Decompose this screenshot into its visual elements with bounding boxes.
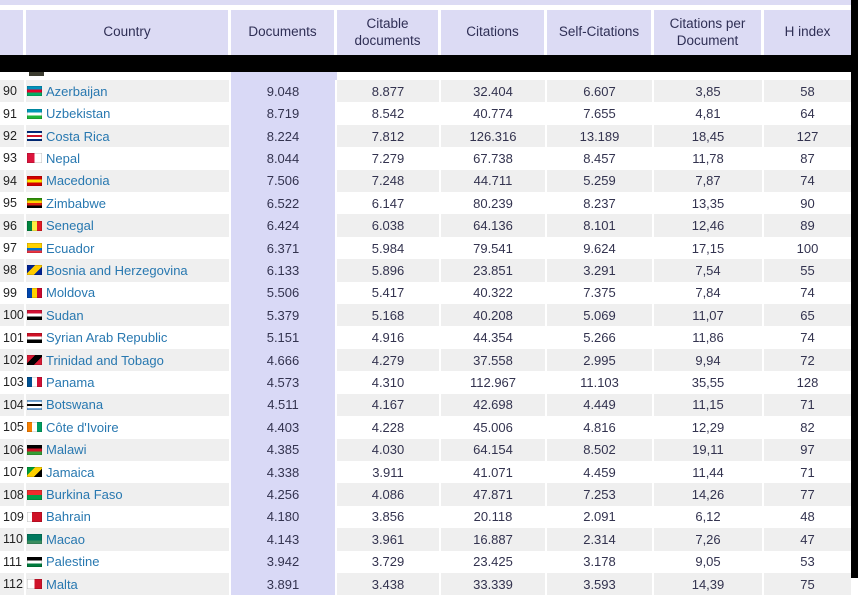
country-cell: [26, 371, 231, 393]
citations-cell: 44.354: [441, 326, 547, 348]
country-rank-table: [0, 10, 851, 595]
documents-cell: 3.891: [231, 573, 337, 595]
citations-cell: 20.118: [441, 506, 547, 528]
citations-per-document-cell: 12,46: [654, 214, 764, 236]
country-flag-icon: [27, 377, 42, 387]
country-cell: [26, 416, 231, 438]
country-link[interactable]: Moldova: [46, 285, 96, 301]
rank-cell: 105: [0, 416, 26, 438]
citable-documents-cell: 5.896: [337, 259, 441, 281]
country-cell: [26, 349, 231, 371]
citations-per-document-cell: 12,29: [654, 416, 764, 438]
citations-per-document-cell: 7,26: [654, 528, 764, 550]
table-row: [0, 394, 851, 416]
citations-per-document-cell: 11,44: [654, 461, 764, 483]
country-link[interactable]: Bahrain: [46, 509, 91, 525]
rank-cell: 93: [0, 147, 26, 169]
documents-cell: 4.385: [231, 439, 337, 461]
citations-cell: 32.404: [441, 80, 547, 102]
citations-per-document-cell: 4,81: [654, 102, 764, 124]
citable-documents-cell: 6.038: [337, 214, 441, 236]
documents-cell: 6.133: [231, 259, 337, 281]
documents-cell: 4.403: [231, 416, 337, 438]
table-row: [0, 551, 851, 573]
country-cell: [26, 102, 231, 124]
country-flag-icon: [27, 534, 42, 544]
self-citations-cell: 7.655: [547, 102, 654, 124]
citations-cell: 112.967: [441, 371, 547, 393]
documents-cell: 4.511: [231, 394, 337, 416]
country-link[interactable]: Nepal: [46, 150, 80, 166]
table-row: [0, 349, 851, 371]
documents-cell: 4.256: [231, 483, 337, 505]
redaction-band: [0, 55, 858, 72]
rank-cell: 102: [0, 349, 26, 371]
country-link[interactable]: Sudan: [46, 307, 84, 323]
header-self-citations: Self-Citations: [547, 10, 654, 55]
country-flag-icon: [27, 512, 42, 522]
citable-documents-cell: 8.542: [337, 102, 441, 124]
documents-cell: 3.942: [231, 551, 337, 573]
header-citations-per-document: Citations per Document: [654, 10, 764, 55]
citable-documents-cell: 3.729: [337, 551, 441, 573]
rank-cell: 100: [0, 304, 26, 326]
header-citable-documents: Citable documents: [337, 10, 441, 55]
citable-documents-cell: 5.984: [337, 237, 441, 259]
citable-documents-cell: 3.911: [337, 461, 441, 483]
citable-documents-cell: 4.030: [337, 439, 441, 461]
table-row: [0, 237, 851, 259]
documents-cell: 8.224: [231, 125, 337, 147]
table-row: [0, 326, 851, 348]
right-black-strip: [851, 0, 858, 578]
table-row: [0, 483, 851, 505]
h-index-cell: 97: [800, 442, 815, 458]
citations-per-document-cell: 11,07: [654, 304, 764, 326]
country-cell: [26, 282, 231, 304]
partial-flag-icon: [29, 72, 44, 76]
country-cell: [26, 326, 231, 348]
table-row: [0, 371, 851, 393]
citations-cell: 23.425: [441, 551, 547, 573]
citations-per-document-cell: 11,86: [654, 326, 764, 348]
country-link[interactable]: Malta: [46, 576, 78, 592]
country-link[interactable]: Ecuador: [46, 240, 95, 256]
citations-cell: 47.871: [441, 483, 547, 505]
h-index-cell: 72: [800, 352, 815, 368]
header-citations: Citations: [441, 10, 547, 55]
rank-cell: 101: [0, 326, 26, 348]
h-index-cell: 74: [800, 285, 815, 301]
self-citations-cell: 5.259: [547, 170, 654, 192]
citable-documents-cell: 6.147: [337, 192, 441, 214]
citable-documents-cell: 7.248: [337, 170, 441, 192]
country-cell: [26, 214, 231, 236]
table-row: [0, 80, 851, 102]
h-index-cell: 55: [800, 262, 815, 278]
country-flag-icon: [27, 221, 42, 231]
citable-documents-cell: 4.167: [337, 394, 441, 416]
country-cell: [26, 304, 231, 326]
h-index-cell: 64: [800, 106, 815, 122]
h-index-cell: 48: [800, 509, 815, 525]
citations-per-document-cell: 7,87: [654, 170, 764, 192]
self-citations-cell: 3.178: [547, 551, 654, 573]
h-index-cell: 58: [800, 83, 815, 99]
country-cell: [26, 483, 231, 505]
citable-documents-cell: 7.279: [337, 147, 441, 169]
rank-cell: 94: [0, 170, 26, 192]
country-link[interactable]: Jamaica: [46, 464, 95, 480]
table-row: [0, 214, 851, 236]
header-country: Country: [26, 10, 231, 55]
self-citations-cell: 7.375: [547, 282, 654, 304]
citable-documents-cell: 4.310: [337, 371, 441, 393]
country-flag-icon: [27, 557, 42, 567]
self-citations-cell: 4.816: [547, 416, 654, 438]
header-h-index: H index: [764, 10, 851, 55]
citations-cell: 45.006: [441, 416, 547, 438]
citations-cell: 23.851: [441, 259, 547, 281]
country-link[interactable]: Syrian Arab Republic: [46, 330, 168, 346]
h-index-cell: 90: [800, 195, 815, 211]
table-row: [0, 416, 851, 438]
h-index-cell: 100: [796, 240, 819, 256]
table-body: [0, 80, 851, 595]
country-link[interactable]: Panama: [46, 374, 95, 390]
country-link[interactable]: Costa Rica: [46, 128, 110, 144]
country-cell: [26, 461, 231, 483]
rank-cell: 92: [0, 125, 26, 147]
rank-cell: 110: [0, 528, 26, 550]
documents-cell: 4.573: [231, 371, 337, 393]
rank-cell: 109: [0, 506, 26, 528]
country-flag-icon: [27, 86, 42, 96]
citations-cell: 40.208: [441, 304, 547, 326]
country-cell: [26, 551, 231, 573]
citations-cell: 67.738: [441, 147, 547, 169]
rank-cell: 98: [0, 259, 26, 281]
table-row: [0, 282, 851, 304]
citations-per-document-cell: 11,78: [654, 147, 764, 169]
rank-cell: 112: [0, 573, 26, 595]
citations-per-document-cell: 6,12: [654, 506, 764, 528]
country-flag-icon: [27, 131, 42, 141]
self-citations-cell: 3.291: [547, 259, 654, 281]
citable-documents-cell: 4.916: [337, 326, 441, 348]
country-flag-icon: [27, 422, 42, 432]
partial-documents-cell: [231, 72, 337, 80]
country-flag-icon: [27, 198, 42, 208]
self-citations-cell: 5.266: [547, 326, 654, 348]
citations-cell: 33.339: [441, 573, 547, 595]
country-link[interactable]: Trinidad and Tobago: [46, 352, 164, 368]
citable-documents-cell: 4.228: [337, 416, 441, 438]
documents-cell: 8.719: [231, 102, 337, 124]
rank-cell: 95: [0, 192, 26, 214]
citations-cell: 64.136: [441, 214, 547, 236]
country-flag-icon: [27, 109, 42, 119]
country-cell: [26, 125, 231, 147]
country-link[interactable]: Côte d'Ivoire: [46, 419, 119, 435]
table-row: [0, 506, 851, 528]
citations-cell: 64.154: [441, 439, 547, 461]
documents-cell: 4.180: [231, 506, 337, 528]
country-cell: [26, 259, 231, 281]
country-flag-icon: [27, 400, 42, 410]
documents-cell: 4.666: [231, 349, 337, 371]
country-cell: [26, 573, 231, 595]
table-row: [0, 147, 851, 169]
citable-documents-cell: 8.877: [337, 80, 441, 102]
citations-per-document-cell: 17,15: [654, 237, 764, 259]
self-citations-cell: 9.624: [547, 237, 654, 259]
country-flag-icon: [27, 288, 42, 298]
country-flag-icon: [27, 467, 42, 477]
documents-cell: 9.048: [231, 80, 337, 102]
country-cell: [26, 80, 231, 102]
rank-cell: 104: [0, 394, 26, 416]
documents-cell: 5.379: [231, 304, 337, 326]
citations-cell: 80.239: [441, 192, 547, 214]
country-flag-icon: [27, 243, 42, 253]
country-link[interactable]: Uzbekistan: [46, 106, 111, 122]
documents-cell: 4.143: [231, 528, 337, 550]
country-cell: [26, 170, 231, 192]
table-row: [0, 304, 851, 326]
h-index-cell: 53: [800, 554, 815, 570]
h-index-cell: 82: [800, 419, 815, 435]
citations-cell: 40.774: [441, 102, 547, 124]
country-cell: [26, 394, 231, 416]
citations-per-document-cell: 9,94: [654, 349, 764, 371]
country-cell: [26, 528, 231, 550]
h-index-cell: 77: [800, 487, 815, 503]
table-row: [0, 170, 851, 192]
documents-cell: 5.151: [231, 326, 337, 348]
rank-cell: 97: [0, 237, 26, 259]
citations-per-document-cell: 18,45: [654, 125, 764, 147]
citations-per-document-cell: 7,84: [654, 282, 764, 304]
self-citations-cell: 2.314: [547, 528, 654, 550]
citable-documents-cell: 5.168: [337, 304, 441, 326]
documents-cell: 6.424: [231, 214, 337, 236]
table-row: [0, 528, 851, 550]
self-citations-cell: 8.457: [547, 147, 654, 169]
self-citations-cell: 8.502: [547, 439, 654, 461]
table-row: [0, 439, 851, 461]
h-index-cell: 47: [800, 531, 815, 547]
country-cell: [26, 439, 231, 461]
top-strip: [0, 0, 851, 5]
country-cell: [26, 506, 231, 528]
citations-per-document-cell: 19,11: [654, 439, 764, 461]
citable-documents-cell: 5.417: [337, 282, 441, 304]
citations-cell: 126.316: [441, 125, 547, 147]
h-index-cell: 65: [800, 307, 815, 323]
country-flag-icon: [27, 445, 42, 455]
h-index-cell: 71: [800, 397, 815, 413]
h-index-cell: 87: [800, 150, 815, 166]
citations-cell: 40.322: [441, 282, 547, 304]
country-link[interactable]: Bosnia and Herzegovina: [46, 262, 188, 278]
country-cell: [26, 147, 231, 169]
documents-cell: 8.044: [231, 147, 337, 169]
rank-cell: 106: [0, 439, 26, 461]
rank-cell: 96: [0, 214, 26, 236]
documents-cell: 6.522: [231, 192, 337, 214]
country-flag-icon: [27, 490, 42, 500]
citations-cell: 79.541: [441, 237, 547, 259]
citable-documents-cell: 3.961: [337, 528, 441, 550]
rank-cell: 107: [0, 461, 26, 483]
country-flag-icon: [27, 153, 42, 163]
country-flag-icon: [27, 579, 42, 589]
rank-cell: 103: [0, 371, 26, 393]
table-row: [0, 125, 851, 147]
h-index-cell: 71: [800, 464, 815, 480]
self-citations-cell: 13.189: [547, 125, 654, 147]
citations-per-document-cell: 11,15: [654, 394, 764, 416]
h-index-cell: 127: [796, 128, 819, 144]
country-cell: [26, 192, 231, 214]
table-header-row: [0, 10, 851, 55]
self-citations-cell: 8.101: [547, 214, 654, 236]
documents-cell: 4.338: [231, 461, 337, 483]
country-link[interactable]: Azerbaijan: [46, 83, 108, 99]
header-rank: [0, 10, 26, 55]
self-citations-cell: 2.995: [547, 349, 654, 371]
citable-documents-cell: 4.086: [337, 483, 441, 505]
citations-cell: 16.887: [441, 528, 547, 550]
h-index-cell: 128: [796, 374, 819, 390]
rank-cell: 99: [0, 282, 26, 304]
citations-per-document-cell: 35,55: [654, 371, 764, 393]
rank-cell: 90: [0, 80, 26, 102]
citations-cell: 42.698: [441, 394, 547, 416]
self-citations-cell: 6.607: [547, 80, 654, 102]
table-row: [0, 192, 851, 214]
citations-cell: 41.071: [441, 461, 547, 483]
self-citations-cell: 4.449: [547, 394, 654, 416]
citable-documents-cell: 3.856: [337, 506, 441, 528]
citations-per-document-cell: 3,85: [654, 80, 764, 102]
country-flag-icon: [27, 265, 42, 275]
h-index-cell: 74: [800, 330, 815, 346]
self-citations-cell: 7.253: [547, 483, 654, 505]
self-citations-cell: 2.091: [547, 506, 654, 528]
table-row: [0, 102, 851, 124]
country-link[interactable]: Zimbabwe: [46, 195, 106, 211]
citable-documents-cell: 4.279: [337, 349, 441, 371]
country-flag-icon: [27, 355, 42, 365]
citations-cell: 37.558: [441, 349, 547, 371]
country-link[interactable]: Botswana: [46, 397, 104, 413]
documents-cell: 6.371: [231, 237, 337, 259]
country-flag-icon: [27, 176, 42, 186]
country-link[interactable]: Senegal: [46, 218, 94, 234]
header-documents: Documents: [231, 10, 337, 55]
citable-documents-cell: 3.438: [337, 573, 441, 595]
citations-per-document-cell: 9,05: [654, 551, 764, 573]
self-citations-cell: 3.593: [547, 573, 654, 595]
partial-row-top: [0, 72, 851, 80]
self-citations-cell: 11.103: [547, 371, 654, 393]
country-link[interactable]: Burkina Faso: [46, 487, 123, 503]
rank-cell: 108: [0, 483, 26, 505]
citations-per-document-cell: 14,39: [654, 573, 764, 595]
country-flag-icon: [27, 333, 42, 343]
country-link[interactable]: Macedonia: [46, 173, 110, 189]
table-row: [0, 461, 851, 483]
self-citations-cell: 5.069: [547, 304, 654, 326]
h-index-cell: 75: [800, 576, 815, 592]
country-link[interactable]: Malawi: [46, 442, 87, 458]
h-index-cell: 89: [800, 218, 815, 234]
self-citations-cell: 8.237: [547, 192, 654, 214]
country-cell: [26, 237, 231, 259]
country-flag-icon: [27, 310, 42, 320]
country-link[interactable]: Macao: [46, 531, 86, 547]
self-citations-cell: 4.459: [547, 461, 654, 483]
h-index-cell: 74: [800, 173, 815, 189]
citations-per-document-cell: 7,54: [654, 259, 764, 281]
table-row: [0, 259, 851, 281]
table-row: [0, 573, 851, 595]
rank-cell: 91: [0, 102, 26, 124]
citations-per-document-cell: 13,35: [654, 192, 764, 214]
citable-documents-cell: 7.812: [337, 125, 441, 147]
documents-cell: 7.506: [231, 170, 337, 192]
rank-cell: 111: [0, 551, 26, 573]
citations-per-document-cell: 14,26: [654, 483, 764, 505]
country-link[interactable]: Palestine: [46, 554, 100, 570]
citations-cell: 44.711: [441, 170, 547, 192]
documents-cell: 5.506: [231, 282, 337, 304]
